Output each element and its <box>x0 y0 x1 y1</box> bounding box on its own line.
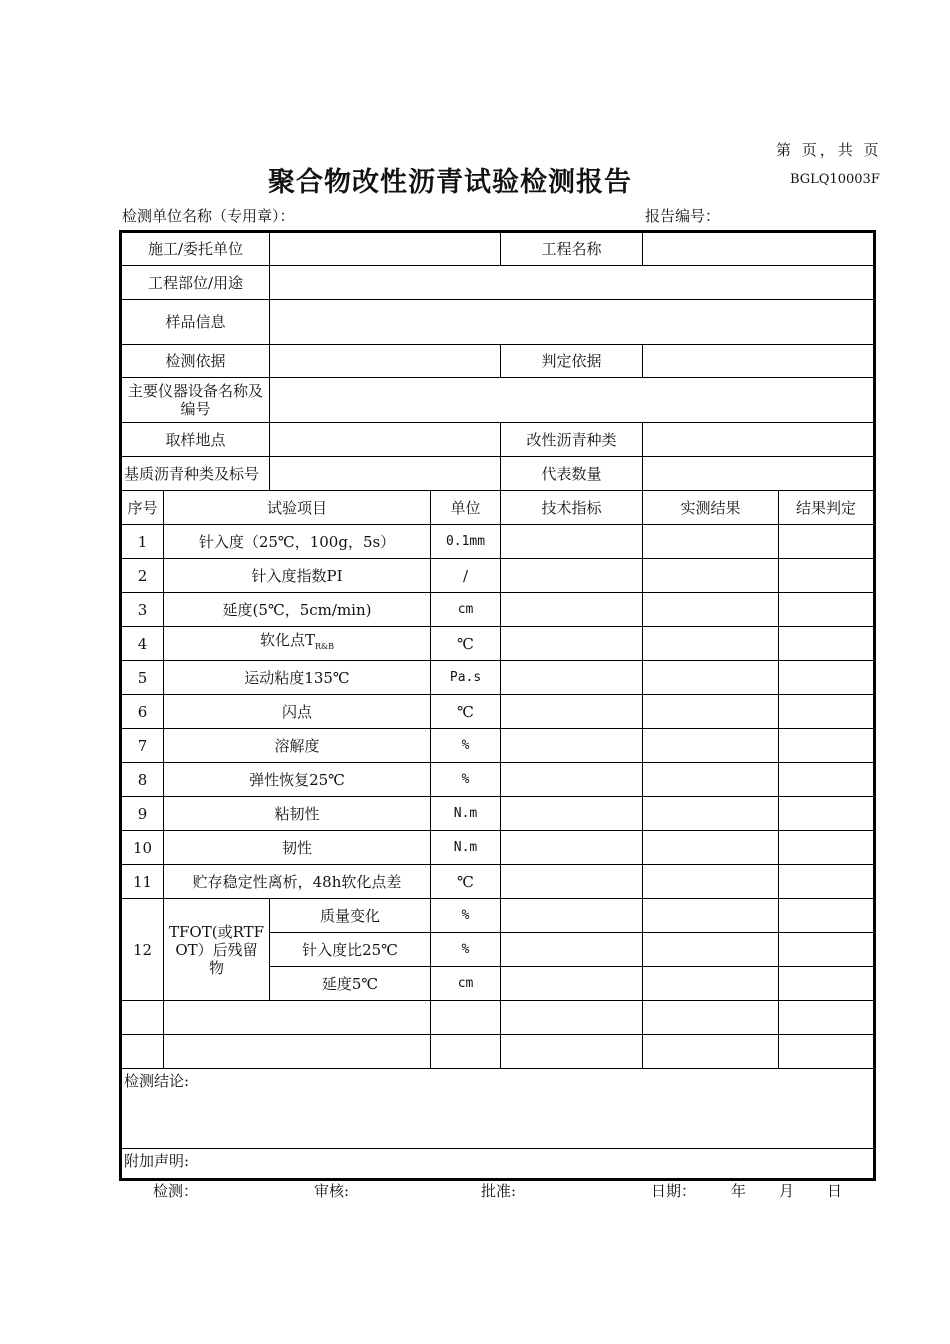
row-unit[interactable] <box>431 1035 501 1069</box>
test-basis-value[interactable] <box>270 345 501 378</box>
row-result[interactable] <box>643 695 779 729</box>
row-group-label: TFOT(或RTFOT）后残留物 <box>164 899 270 1001</box>
row-unit: % <box>431 729 501 763</box>
table-row <box>121 797 875 831</box>
row-spec[interactable] <box>501 933 643 967</box>
row-item: 针入度（25℃，100g，5s） <box>164 525 431 559</box>
row-no: 2 <box>121 559 164 593</box>
row-item-subscript: R&B <box>315 642 335 651</box>
table-row <box>121 729 875 763</box>
row-spec[interactable] <box>501 865 643 899</box>
judge-basis-label: 判定依据 <box>501 345 643 378</box>
row-judge[interactable] <box>779 865 875 899</box>
col-header-judge: 结果判定 <box>779 491 875 525</box>
form-code: BGLQ10003F <box>790 172 880 187</box>
sample-info-label: 样品信息 <box>121 300 270 345</box>
row-unit: cm <box>431 593 501 627</box>
row-unit: Pa.s <box>431 661 501 695</box>
row-spec[interactable] <box>501 661 643 695</box>
row-spec[interactable] <box>501 831 643 865</box>
row-result[interactable] <box>643 559 779 593</box>
row-item <box>164 627 431 661</box>
row-spec[interactable] <box>501 763 643 797</box>
row-judge[interactable] <box>779 593 875 627</box>
row-spec[interactable] <box>501 1035 643 1069</box>
approver-label: 批准: <box>481 1182 517 1200</box>
row-no: 5 <box>121 661 164 695</box>
row-result[interactable] <box>643 763 779 797</box>
table-row <box>121 661 875 695</box>
row-judge[interactable] <box>779 763 875 797</box>
row-judge[interactable] <box>779 559 875 593</box>
table-row <box>121 695 875 729</box>
row-no: 8 <box>121 763 164 797</box>
row-judge[interactable] <box>779 899 875 933</box>
row-no: 4 <box>121 627 164 661</box>
report-title: 聚合物改性沥青试验检测报告 <box>268 167 632 198</box>
row-unit: N.m <box>431 831 501 865</box>
row-unit[interactable] <box>431 1001 501 1035</box>
project-name-value[interactable] <box>643 232 875 266</box>
statement-field[interactable] <box>121 1149 875 1180</box>
row-judge[interactable] <box>779 797 875 831</box>
row-item: 针入度指数PI <box>164 559 431 593</box>
table-row <box>121 831 875 865</box>
table-row <box>121 1035 875 1069</box>
date-day-label: 日 <box>827 1182 843 1200</box>
row-spec[interactable] <box>501 899 643 933</box>
row-unit: ℃ <box>431 865 501 899</box>
row-result[interactable] <box>643 967 779 1001</box>
row-unit: % <box>431 933 501 967</box>
row-item[interactable] <box>164 1035 431 1069</box>
date-year-label: 年 <box>731 1182 747 1200</box>
table-row <box>121 593 875 627</box>
col-header-unit: 单位 <box>431 491 501 525</box>
row-item[interactable] <box>164 1001 431 1035</box>
row-unit: cm <box>431 967 501 1001</box>
asphalt-type-value[interactable] <box>643 423 875 457</box>
client-label: 施工/委托单位 <box>121 232 270 266</box>
row-spec[interactable] <box>501 695 643 729</box>
row-judge[interactable] <box>779 1035 875 1069</box>
project-part-value[interactable] <box>270 266 875 300</box>
row-item-text: 软化点T <box>259 631 315 649</box>
row-result[interactable] <box>643 729 779 763</box>
row-no: 9 <box>121 797 164 831</box>
row-judge[interactable] <box>779 661 875 695</box>
row-judge[interactable] <box>779 933 875 967</box>
conclusion-label: 检测结论: <box>124 1072 190 1090</box>
row-unit: ℃ <box>431 695 501 729</box>
row-item: 韧性 <box>164 831 431 865</box>
base-asphalt-label: 基质沥青种类及标号 <box>121 457 270 491</box>
date-month-label: 月 <box>779 1182 795 1200</box>
asphalt-type-label: 改性沥青种类 <box>501 423 643 457</box>
sampling-site-value[interactable] <box>270 423 501 457</box>
row-spec[interactable] <box>501 593 643 627</box>
project-part-label: 工程部位/用途 <box>121 266 270 300</box>
row-judge[interactable] <box>779 1001 875 1035</box>
row-item: 运动粘度135℃ <box>164 661 431 695</box>
row-spec[interactable] <box>501 525 643 559</box>
judge-basis-value[interactable] <box>643 345 875 378</box>
row-judge[interactable] <box>779 695 875 729</box>
row-result[interactable] <box>643 797 779 831</box>
reviewer-label: 审核: <box>314 1182 350 1200</box>
row-result[interactable] <box>643 1001 779 1035</box>
row-no: 7 <box>121 729 164 763</box>
testing-unit-label: 检测单位名称（专用章）： <box>122 207 295 225</box>
table-row <box>121 899 875 933</box>
row-item: 贮存稳定性离析，48h软化点差 <box>164 865 431 899</box>
row-judge[interactable] <box>779 525 875 559</box>
row-no[interactable] <box>121 1001 164 1035</box>
page-number: 第 页，共 页 <box>776 141 882 159</box>
row-result[interactable] <box>643 525 779 559</box>
table-row <box>121 763 875 797</box>
row-result[interactable] <box>643 865 779 899</box>
client-value[interactable] <box>270 232 501 266</box>
table-row <box>121 1001 875 1035</box>
row-item: 闪点 <box>164 695 431 729</box>
instrument-value[interactable] <box>270 378 875 423</box>
row-item: 质量变化 <box>270 899 431 933</box>
sampling-site-label: 取样地点 <box>121 423 270 457</box>
row-no: 3 <box>121 593 164 627</box>
row-no: 12 <box>121 899 164 1001</box>
table-row <box>121 525 875 559</box>
table-row <box>121 627 875 661</box>
row-no: 11 <box>121 865 164 899</box>
row-item: 溶解度 <box>164 729 431 763</box>
report-number-label: 报告编号： <box>645 207 721 225</box>
col-header-result: 实测结果 <box>643 491 779 525</box>
row-spec[interactable] <box>501 627 643 661</box>
report-table <box>119 230 876 1181</box>
row-result[interactable] <box>643 593 779 627</box>
project-name-label: 工程名称 <box>501 232 643 266</box>
row-unit: / <box>431 559 501 593</box>
row-no[interactable] <box>121 1035 164 1069</box>
col-header-no: 序号 <box>121 491 164 525</box>
row-spec[interactable] <box>501 967 643 1001</box>
row-item: 针入度比25℃ <box>270 933 431 967</box>
table-row <box>121 865 875 899</box>
row-result[interactable] <box>643 831 779 865</box>
row-unit: N.m <box>431 797 501 831</box>
row-result[interactable] <box>643 627 779 661</box>
col-header-spec: 技术指标 <box>501 491 643 525</box>
row-result[interactable] <box>643 661 779 695</box>
col-header-item: 试验项目 <box>164 491 431 525</box>
row-judge[interactable] <box>779 967 875 1001</box>
row-judge[interactable] <box>779 831 875 865</box>
sample-info-value[interactable] <box>270 300 875 345</box>
row-spec[interactable] <box>501 729 643 763</box>
row-spec[interactable] <box>501 559 643 593</box>
row-judge[interactable] <box>779 729 875 763</box>
row-item: 弹性恢复25℃ <box>164 763 431 797</box>
row-item: 延度(5℃，5cm/min) <box>164 593 431 627</box>
instrument-label: 主要仪器设备名称及编号 <box>121 378 270 423</box>
row-item: 粘韧性 <box>164 797 431 831</box>
test-basis-label: 检测依据 <box>121 345 270 378</box>
row-unit: ℃ <box>431 627 501 661</box>
quantity-value[interactable] <box>643 457 875 491</box>
row-result[interactable] <box>643 933 779 967</box>
tester-label: 检测： <box>153 1182 199 1200</box>
row-result[interactable] <box>643 1035 779 1069</box>
row-spec[interactable] <box>501 1001 643 1035</box>
row-spec[interactable] <box>501 797 643 831</box>
row-unit: % <box>431 899 501 933</box>
row-judge[interactable] <box>779 627 875 661</box>
date-label: 日期： <box>651 1182 697 1200</box>
row-item: 延度5℃ <box>270 967 431 1001</box>
base-asphalt-value[interactable] <box>270 457 501 491</box>
row-unit: 0.1mm <box>431 525 501 559</box>
row-unit: % <box>431 763 501 797</box>
row-result[interactable] <box>643 899 779 933</box>
conclusion-field[interactable] <box>121 1069 875 1149</box>
row-no: 1 <box>121 525 164 559</box>
row-no: 10 <box>121 831 164 865</box>
quantity-label: 代表数量 <box>501 457 643 491</box>
table-row <box>121 559 875 593</box>
statement-label: 附加声明: <box>124 1152 190 1170</box>
row-no: 6 <box>121 695 164 729</box>
